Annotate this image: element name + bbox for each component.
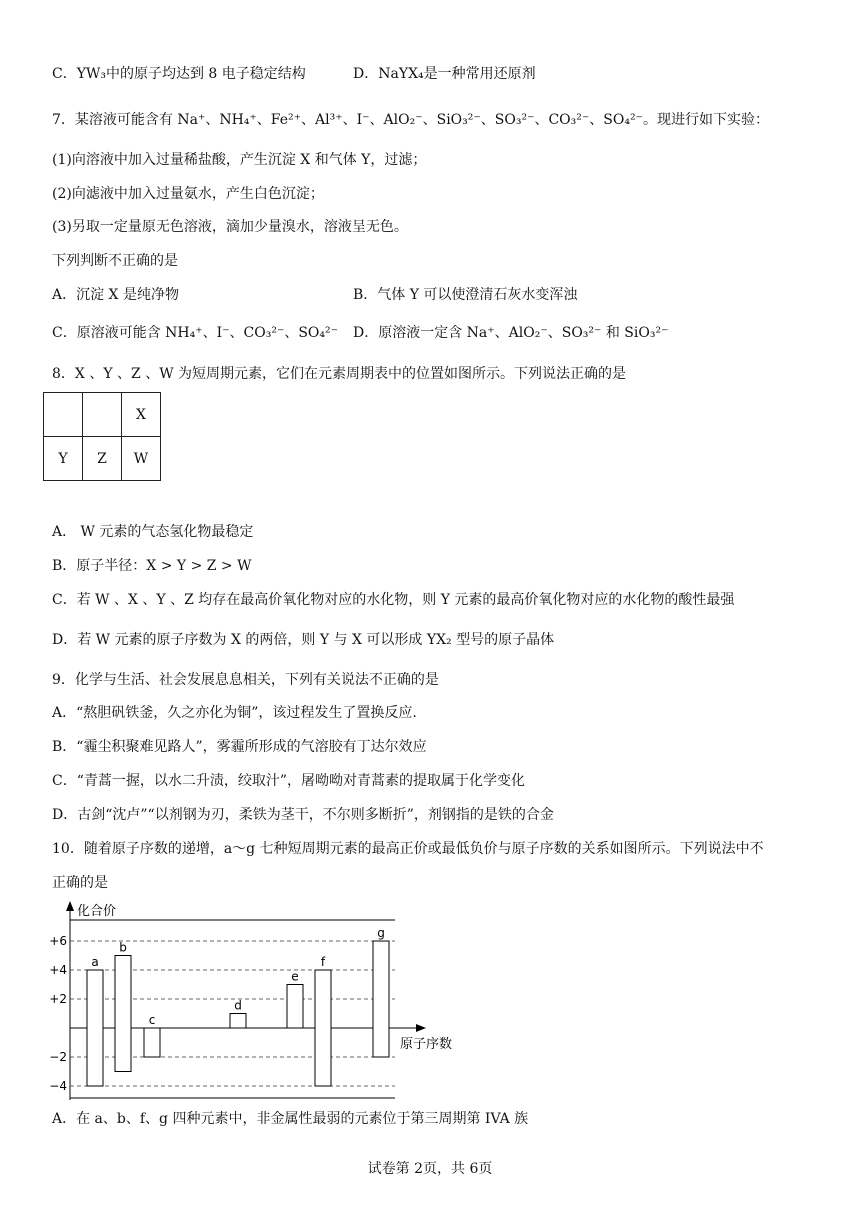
q7-option-b: B．气体 Y 可以使澄清石灰水变浑浊 (353, 287, 578, 303)
q6-option-c: C．YW₃中的原子均达到 8 电子稳定结构 (52, 66, 306, 82)
q9-option-c: C．“青蒿一握，以水二升渍，绞取汁”，屠呦呦对青蒿素的提取属于化学变化 (52, 773, 526, 789)
bar-label-d: d (234, 998, 242, 1013)
cell-y: Y (44, 437, 83, 481)
bar-g (373, 941, 389, 1057)
q7-step-3: (3)另取一定量原无色溶液，滴加少量溴水，溶液呈无色。 (52, 219, 408, 235)
q7-option-c: C．原溶液可能含 NH₄⁺、I⁻、CO₃²⁻、SO₄²⁻ (52, 325, 339, 341)
bar-c (144, 1028, 160, 1057)
y-tick-label: +2 (49, 992, 67, 1006)
bar-label-g: g (377, 926, 385, 940)
page-footer: 试卷第 2页，共 6页 (367, 1161, 493, 1177)
q7-option-d: D．原溶液一定含 Na⁺、AlO₂⁻、SO₃²⁻ 和 SiO₃²⁻ (353, 325, 669, 341)
cell-r1-c2 (83, 393, 122, 437)
q8-option-b: B．原子半径：X > Y > Z > W (52, 558, 252, 574)
cell-x: X (122, 393, 161, 437)
y-tick-label: +4 (49, 963, 67, 977)
y-axis-title: 化合价 (77, 904, 117, 919)
q9-option-d: D．古剑“沈卢”“以剂钢为刃，柔铁为茎干，不尔则多断折”，剂钢指的是铁的合金 (52, 807, 554, 823)
y-tick-label: −2 (49, 1050, 67, 1064)
bar-label-a: a (91, 955, 99, 969)
cell-z: Z (83, 437, 122, 481)
bar-label-f: f (320, 955, 326, 969)
cell-r1-c1 (44, 393, 83, 437)
q8-option-d: D．若 W 元素的原子序数为 X 的两倍，则 Y 与 X 可以形成 YX₂ 型号的原子晶体 (52, 632, 555, 648)
bar-b (115, 956, 131, 1072)
q9-option-b: B．“霾尘积聚难见路人”，雾霾所形成的气溶胶有丁达尔效应 (52, 739, 427, 755)
q7-step-1: (1)向溶液中加入过量稀盐酸，产生沉淀 X 和气体 Y，过滤； (52, 152, 427, 168)
bar-e (287, 985, 303, 1029)
q7-ask: 下列判断不正确的是 (52, 253, 178, 269)
q10-stem-line-2: 正确的是 (52, 875, 108, 891)
q8-option-a: A． W 元素的气态氢化物最稳定 (52, 524, 254, 540)
q9-stem: 9．化学与生活、社会发展息息相关，下列有关说法不正确的是 (52, 672, 439, 688)
periodic-table-fragment (43, 392, 161, 481)
x-axis-arrow-icon (416, 1024, 426, 1032)
bar-f (315, 970, 331, 1086)
bar-d (230, 1014, 246, 1029)
bar-a (87, 970, 103, 1086)
q9-option-a: A．“熬胆矾铁釜，久之亦化为铜”，该过程发生了置换反应. (52, 705, 417, 721)
q10-option-a: A．在 a、b、f、g 四种元素中，非金属性最弱的元素位于第三周期第 IVA 族 (52, 1111, 529, 1127)
bar-label-c: c (148, 1013, 156, 1027)
y-tick-label: +6 (49, 934, 67, 948)
bar-label-e: e (291, 969, 299, 984)
q7-option-a: A．沉淀 X 是纯净物 (52, 287, 179, 303)
valence-chart (40, 895, 490, 1105)
y-tick-label: −4 (49, 1079, 67, 1093)
bar-label-b: b (119, 940, 127, 955)
x-axis-title: 原子序数 (400, 1037, 453, 1052)
y-axis-arrow-icon (66, 901, 74, 911)
q6-option-d: D．NaYX₄是一种常用还原剂 (353, 66, 536, 82)
q7-stem: 7．某溶液可能含有 Na⁺、NH₄⁺、Fe²⁺、Al³⁺、I⁻、AlO₂⁻、SiO₃²⁻、SO₃²⁻、CO₃²⁻、SO₄²⁻。现进行如下实验： (52, 112, 769, 128)
q8-option-c: C．若 W 、X 、Y 、Z 均存在最高价氧化物对应的水化物，则 Y 元素的最高价氧化物对应的水化物的酸性最强 (52, 592, 735, 608)
q8-stem: 8．X 、Y 、Z 、W 为短周期元素，它们在元素周期表中的位置如图所示。下列说法正确的是 (52, 366, 627, 382)
q10-stem-line-1: 10．随着原子序数的递增，a～g 七种短周期元素的最高正价或最低负价与原子序数的关系如图所示。下列说法中不 (52, 841, 764, 857)
q7-step-2: (2)向滤液中加入过量氨水，产生白色沉淀； (52, 186, 324, 202)
cell-w: W (122, 437, 161, 481)
